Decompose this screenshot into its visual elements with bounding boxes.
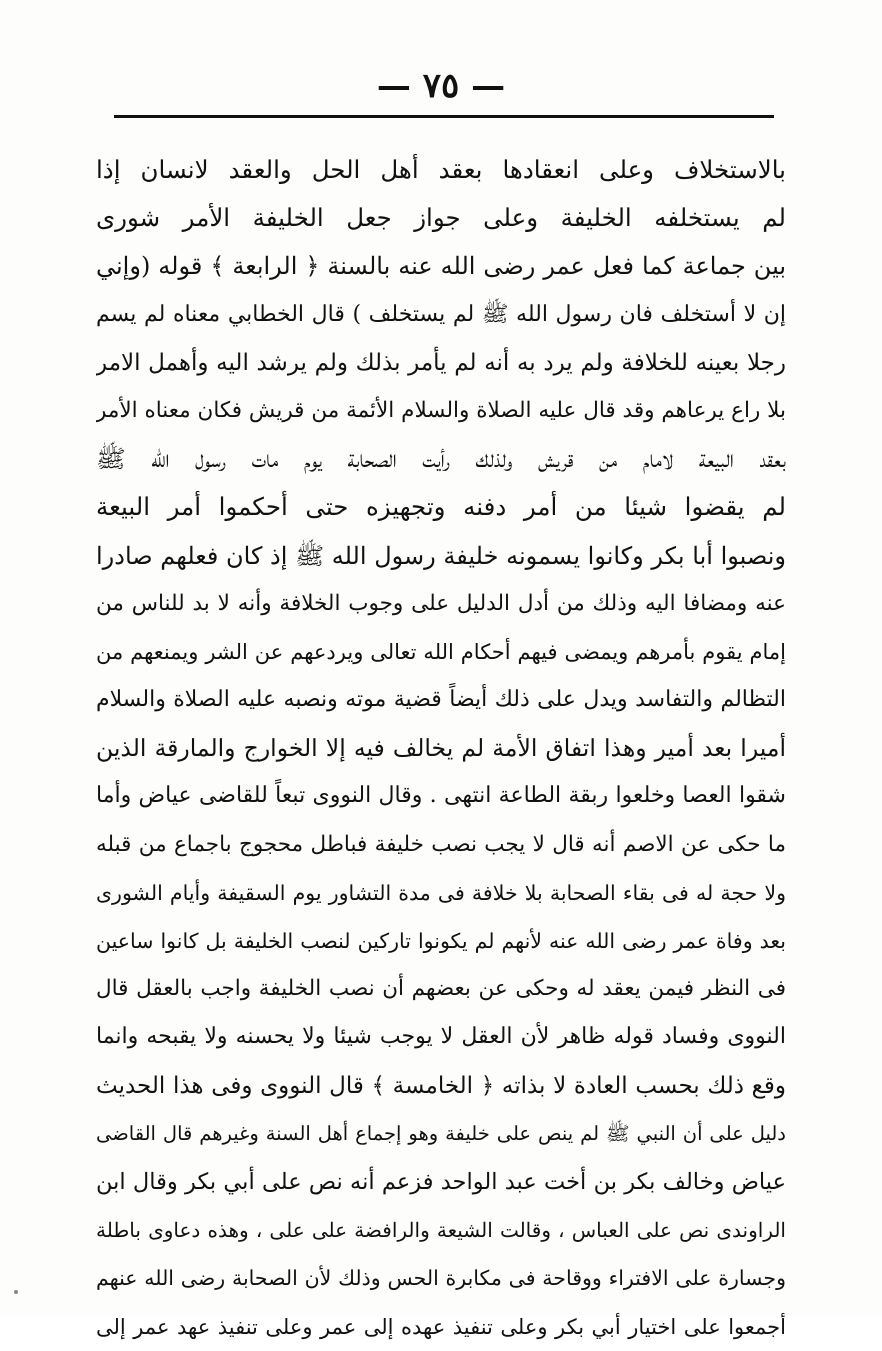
text-line: بين جماعة كما فعل عمر رضى الله عنه بالسنة ﴿ الرابعة ﴾ قوله (وإني <box>96 252 786 281</box>
text-line: ولا حجة له فى بقاء الصحابة بلا خلافة فى مدة التشاور يوم السقيفة وأيام الشورى <box>96 880 786 905</box>
text-line: بالاستخلاف وعلى انعقادها بعقد أهل الحل والعقد لانسان إذا <box>96 155 786 184</box>
text-line: التظالم والتفاسد ويدل على ذلك أيضاً قضية موته ونصبه عليه الصلاة والسلام <box>96 687 786 713</box>
text-line: إمام يقوم بأمرهم ويمضى فيهم أحكام الله تعالى ويردعهم عن الشر ويمنعهم من <box>96 639 786 664</box>
text-line: بلا راع يرعاهم وقد قال عليه الصلاة والسلام الأئمة من قريش فكان معناه الأمر <box>96 397 786 423</box>
page-body <box>96 146 786 1351</box>
text-line: أجمعوا على اختيار أبي بكر وعلى تنفيذ عهده إلى عمر وعلى تنفيذ عهد عمر إلى <box>96 1314 786 1339</box>
text-line: شقوا العصا وخلعوا ربقة الطاعة انتهى . وقال النووى تبعاً للقاضى عياض وأما <box>96 783 786 809</box>
text-line: بعد وفاة عمر رضى الله عنه لأنهم لم يكونوا تاركين لنصب الخليفة بل كانوا ساعين <box>96 929 786 953</box>
scan-speck <box>14 1290 18 1294</box>
text-line: فى النظر فيمن يعقد له وحكى عن بعضهم أن نصب الخليفة واجب بالعقل قال <box>96 976 786 1002</box>
text-line: بعقد البيعة لامام من قريش ولذلك رأيت الصحابة يوم مات رسول الله ﷺ <box>96 444 786 474</box>
text-line: لم يستخلفه الخليفة وعلى جواز جعل الخليفة الأمر شورى <box>96 203 786 233</box>
text-line: النووى وفساد قوله ظاهر لأن العقل لا يوجب شيئا ولا يحسنه ولا يقبحه وانما <box>96 1024 786 1050</box>
text-line: أميرا بعد أمير وهذا اتفاق الأمة لم يخالف فيه إلا الخوارج والمارقة الذين <box>96 734 786 763</box>
text-line: دليل على أن النبي ﷺ لم ينص على خليفة وهو إجماع أهل السنة وغيرهم قال القاضى <box>96 1121 786 1145</box>
text-line: ونصبوا أبا بكر وكانوا يسمونه خليفة رسول الله ﷺ إذ كان فعلهم صادرا <box>96 541 786 570</box>
text-line: عنه ومضافا اليه وذلك من أدل الدليل على وجوب الخلافة وأنه لا بد للناس من <box>96 590 786 616</box>
page-number: — ٧٥ — <box>376 66 506 106</box>
text-line: لم يقضوا شيئا من أمر دفنه وتجهيزه حتى أحكموا أمر البيعة <box>96 492 786 522</box>
text-line: رجلا بعينه للخلافة ولم يرد به أنه لم يأمر بذلك ولم يرشد اليه وأهمل الامر <box>96 349 786 376</box>
text-line: وجسارة على الافتراء ووقاحة فى مكابرة الحس وذلك لأن الصحابة رضى الله عنهم <box>96 1266 786 1291</box>
text-line: ما حكى عن الاصم أنه قال لا يجب نصب خليفة فباطل محجوج باجماع من قبله <box>96 831 786 857</box>
text-line: عياض وخالف بكر بن أخت عبد الواحد فزعم أنه نص على أبي بكر وقال ابن <box>96 1168 786 1195</box>
text-line: الراوندى نص على العباس ، وقالت الشيعة والرافضة على على ، وهذه دعاوى باطلة <box>96 1218 786 1243</box>
header-rule <box>114 115 774 118</box>
text-line: وقع ذلك بحسب العادة لا بذاته ﴿ الخامسة ﴾ قال النووى وفى هذا الحديث <box>96 1072 786 1099</box>
text-line: إن لا أستخلف فان رسول الله ﷺ لم يستخلف ) قال الخطابي معناه لم يسم <box>96 301 786 327</box>
